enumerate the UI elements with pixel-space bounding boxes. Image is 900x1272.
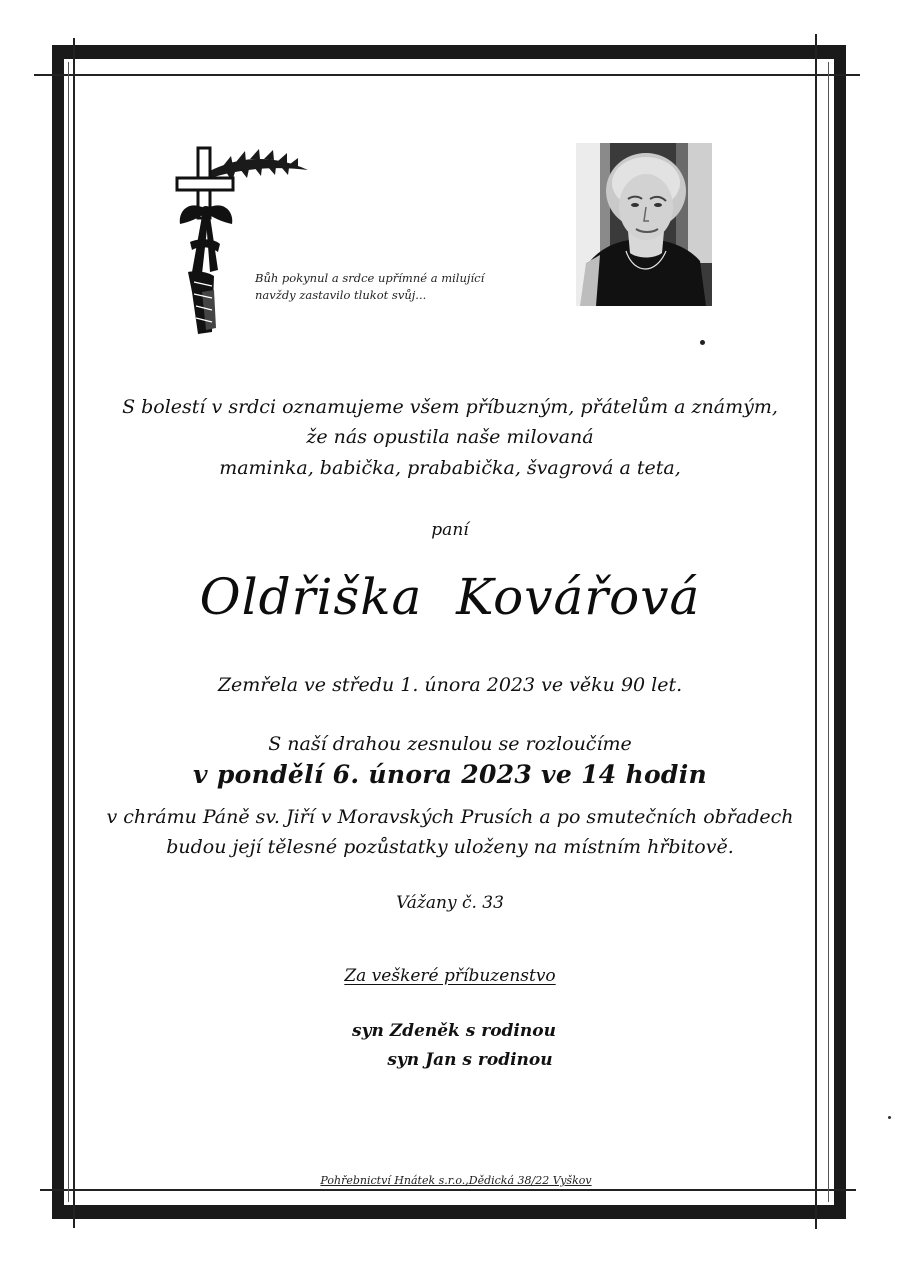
frame-inner-left [68, 62, 69, 1202]
announcement-line-2: že nás opustila naše milovaná [306, 426, 594, 448]
signatory: syn Zdeněk s rodinou [352, 1021, 556, 1041]
frame-inner-right [828, 62, 829, 1202]
scan-speck-2 [888, 1116, 891, 1119]
death-notice: Zemřela ve středu 1. února 2023 ve věku 90 let. [217, 674, 683, 696]
frame-border-top [52, 45, 846, 59]
signatory: syn Jan s rodinou [387, 1050, 553, 1070]
motto-line-2: navždy zastavilo tlukot svůj... [255, 288, 427, 302]
funeral-home-footer: Pohřebnictví Hnátek s.r.o.,Dědická 38/22 Vyškov [320, 1174, 592, 1187]
relatives-heading: Za veškeré příbuzenstvo [344, 966, 556, 986]
memorial-motto [255, 270, 505, 304]
motto-line-1: Bůh pokynul a srdce upřímné a milující [255, 271, 485, 285]
ribbon-bow-icon [180, 205, 233, 334]
farewell-intro: S naší drahou zesnulou se rozloučíme [268, 733, 632, 755]
mourning-address: Vážany č. 33 [396, 893, 504, 913]
farewell-place-line-1: v chrámu Páně sv. Jiří v Moravských Prusích a po smutečních obřadech [106, 806, 794, 828]
farewell-place-line-2: budou její tělesné pozůstatky uloženy na místním hřbitově. [166, 836, 734, 858]
honorific-title: paní [431, 520, 469, 540]
scan-speck [700, 340, 705, 345]
announcement-line-3: maminka, babička, prababička, švagrová a teta, [219, 457, 681, 479]
frame-line-left [73, 38, 75, 1228]
portrait-photo [576, 143, 712, 306]
frame-line-top [34, 74, 860, 76]
frame-line-bottom [40, 1189, 856, 1191]
frame-border-left [52, 45, 64, 1219]
deceased-name: Oldřiška Kovářová [199, 568, 701, 626]
announcement-line-1: S bolestí v srdci oznamujeme všem příbuzným, přátelům a známým, [122, 396, 778, 418]
cross-palm-icon [168, 142, 313, 337]
farewell-datetime: v pondělí 6. února 2023 ve 14 hodin [193, 760, 707, 789]
frame-border-bottom [52, 1205, 846, 1219]
palm-frond-icon [208, 149, 308, 181]
frame-border-right [834, 45, 846, 1219]
